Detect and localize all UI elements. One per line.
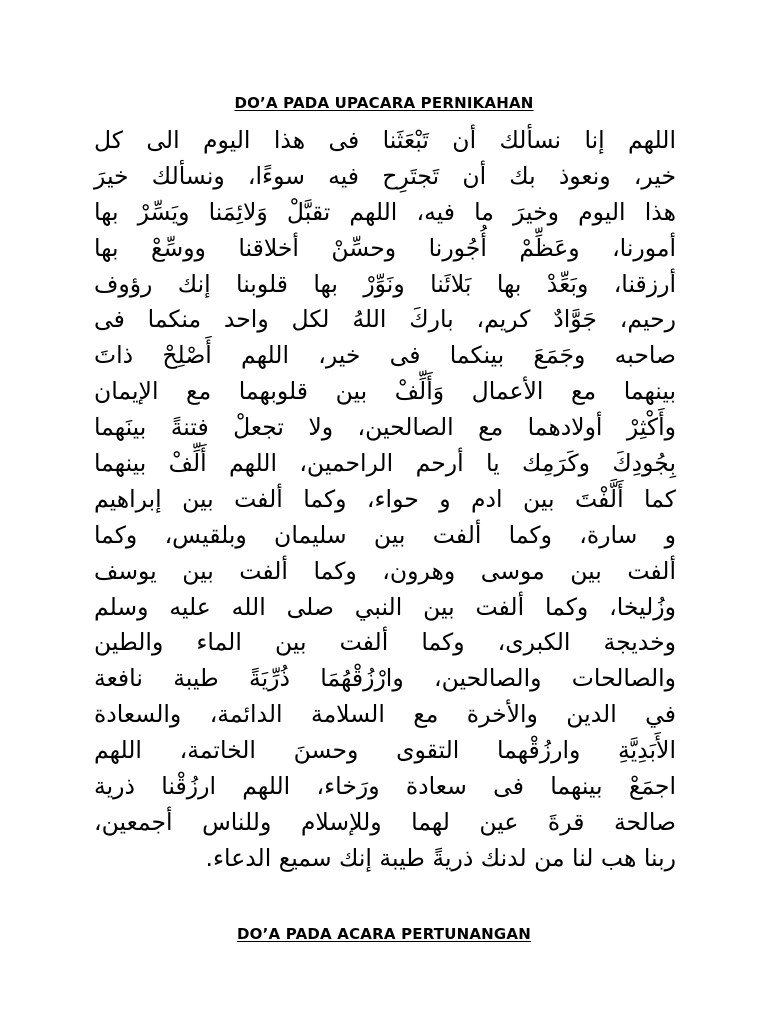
prayer-line: أمورنا، وعَظِّمْ أُجُورنا وحسِّنْ أخلاقنا ووسِّعْ بها <box>94 233 676 262</box>
prayer-line: خير، ونعوذ بك أن تَجتَرِح فيه سوءًا، ونسألك خيرَ <box>94 161 676 190</box>
prayer-line: وزُليخا، وكما ألفت بين النبي صلى الله عليه وسلم <box>94 592 676 621</box>
prayer-line: بِجُودِكَ وكَرَمِك يا أرحم الراحمين، اللهم أَلِّفْ بينهما <box>94 449 676 478</box>
prayer-line: صاحبه وجَمَعَ بينكما فى خير، اللهم أَصْلِحْ ذاتَ <box>94 341 676 370</box>
prayer-line: رحيم، جَوَّادٌ كريم، باركَ اللهُ لكل واحد منكما فى <box>94 305 676 334</box>
heading-engagement-prayer: DO’A PADA ACARA PERTUNANGAN <box>237 925 531 943</box>
prayer-line: اجمَعْ بينهما فى سعادة ورَخاء، اللهم ارزُقْنا ذرية <box>94 772 676 801</box>
prayer-line: وخديجة الكبرى، وكما ألفت بين الماء والطين <box>94 628 676 657</box>
prayer-line: هذا اليوم وخيرَ ما فيه، اللهم تقبَّلْ وَلائِمَنا ويَسِّرْ بها <box>94 197 676 226</box>
prayer-line: اللهم إنا نسألك أن تَبْعَثَنا فى هذا اليوم الى كل <box>94 126 676 154</box>
prayer-line: بينهما مع الأعمال وَأَلِّفْ بين قلوبهما مع الإيمان <box>94 377 676 406</box>
prayer-line: و سارة، وكما ألفت بين سليمان وبلقيس، وكما <box>94 520 676 549</box>
heading-wedding-prayer: DO’A PADA UPACARA PERNIKAHAN <box>234 94 534 112</box>
prayer-line: كما أَلَّفْتَ بين ادم و حواء، وكما ألفت بين إبراهيم <box>94 484 676 513</box>
prayer-line: أرزقنا، وبَعِّدْ بها بَلائَنا ونَوِّرْ بها قلوبنا إنك رؤوف <box>94 269 676 298</box>
prayer-line: صالحة قرةَ عين لهما وللإسلام وللناس أجمعين، <box>94 807 676 836</box>
prayer-line: في الدين والأخرة مع السلامة الدائمة، والسعادة <box>94 700 676 729</box>
prayer-line: ربنا هب لنا من لدنك ذريةً طيبة إنك سميع الدعاء. <box>205 843 676 872</box>
prayer-line: وأَكْثِرْ أولادهما مع الصالحين، ولا تجعلْ فتنةً بينَهما <box>94 413 676 442</box>
prayer-line: ألفت بين موسى وهرون، وكما ألفت بين يوسف <box>94 556 676 585</box>
prayer-line: الأَبَدِيَّةِ وارزُقْهما التقوى وحسنَ الخاتمة، اللهم <box>94 736 676 765</box>
arabic-prayer-text <box>94 123 676 877</box>
prayer-line: والصالحات والصالحين، وارْزُقْهُمَا ذُرِّيَةً طيبة نافعة <box>94 664 676 693</box>
